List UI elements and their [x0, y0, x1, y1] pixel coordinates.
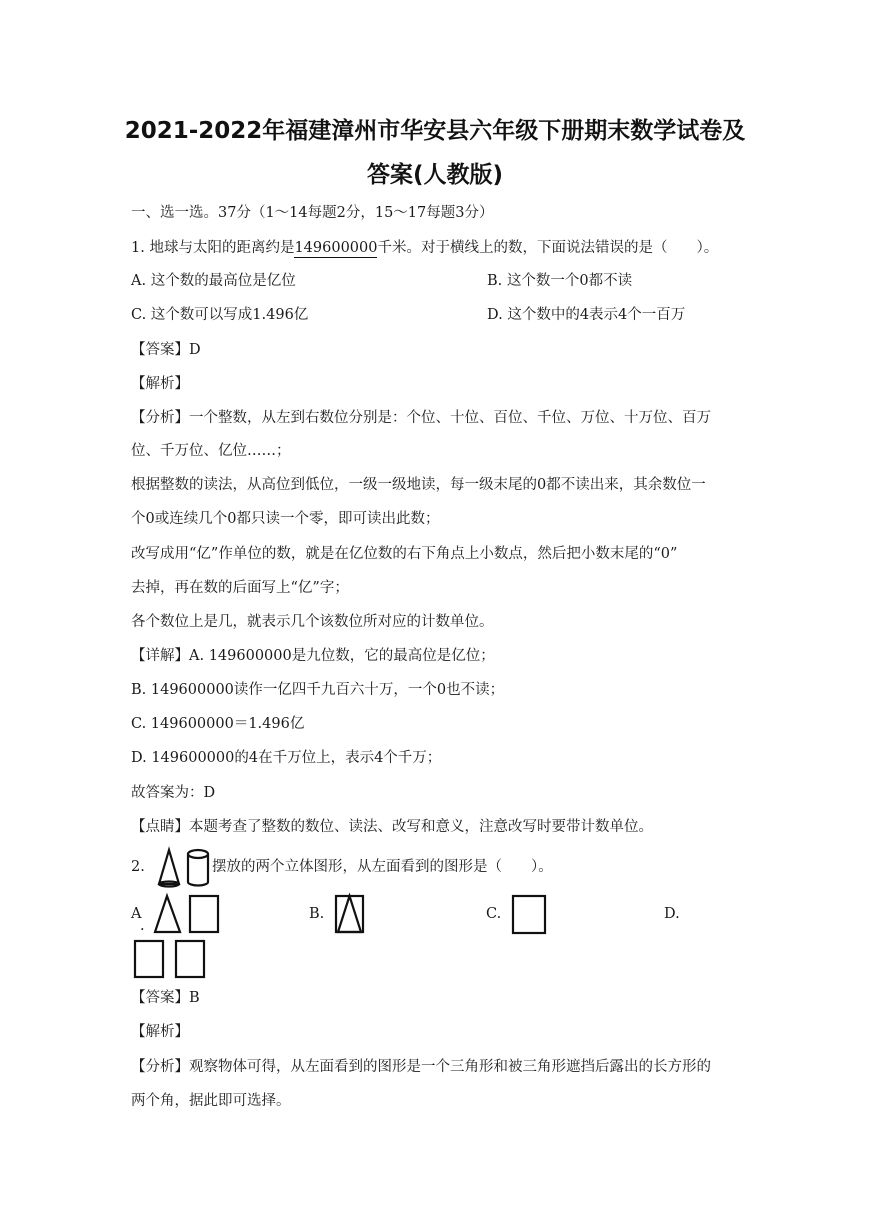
q1-option-d: D. 这个数中的4表示4个一百万 — [487, 307, 686, 323]
q1-stem-underlined-number: 149600000 — [294, 240, 378, 256]
q2-option-d-figure — [132, 938, 208, 980]
q2-label-d: D. — [664, 906, 680, 922]
q2-label-c: C. — [486, 906, 502, 922]
q2-solids-figure — [157, 848, 211, 888]
q2-number: 2. — [131, 859, 145, 875]
q2-option-a-figure — [152, 893, 224, 935]
rectangle-shape-right — [176, 941, 204, 977]
q1-fenxi-line-6: 去掉，再在数的后面写上“亿”字； — [131, 580, 349, 596]
q2-label-a: A — [131, 906, 142, 922]
q1-detail-line-4: D. 149600000的4在千万位上，表示4个千万； — [131, 750, 442, 766]
rectangle-shape — [190, 896, 218, 932]
rectangle-shape-left — [135, 941, 163, 977]
q1-analysis-label: 【解析】 — [131, 376, 189, 392]
q2-label-a-dot: . — [140, 918, 145, 934]
q1-option-a: A. 这个数的最高位是亿位 — [131, 273, 296, 289]
q1-comment: 【点睛】本题考查了整数的数位、读法、改写和意义，注意改写时要带计数单位。 — [131, 819, 653, 835]
q1-stem-after: 千米。对于横线上的数，下面说法错误的是（ ）。 — [377, 240, 719, 256]
q2-fenxi-line-1: 【分析】观察物体可得，从左面看到的图形是一个三角形和被三角形遮挡后露出的长方形的 — [131, 1059, 711, 1075]
triangle-shape — [338, 896, 361, 932]
cone-shape — [159, 850, 179, 884]
q2-option-b-figure — [333, 893, 367, 935]
triangle-shape — [155, 896, 180, 932]
q2-stem: 摆放的两个立体图形，从左面看到的图形是（ ）。 — [212, 859, 553, 875]
section-heading: 一、选一选。37分（1～14每题2分，15～17每题3分） — [131, 205, 494, 221]
q1-detail-line-3: C. 149600000＝1.496亿 — [131, 716, 305, 732]
q1-fenxi-line-4: 个0或连续几个0都只读一个零，即可读出此数； — [131, 511, 440, 527]
q1-stem-before: 1. 地球与太阳的距离约是 — [131, 240, 295, 256]
q1-fenxi-line-2: 位、千万位、亿位……； — [131, 443, 291, 459]
q2-option-c-figure — [510, 893, 550, 935]
rectangle-shape — [513, 896, 545, 933]
q1-conclusion: 故答案为：D — [131, 785, 216, 801]
q2-fenxi-line-2: 两个角，据此即可选择。 — [131, 1093, 291, 1109]
q1-detail-line-2: B. 149600000读作一亿四千九百六十万，一个0也不读； — [131, 682, 505, 698]
document-title-line-2: 答案(人教版) — [366, 162, 504, 188]
cylinder-top — [188, 850, 208, 858]
q2-answer: 【答案】B — [131, 990, 200, 1006]
q1-option-b: B. 这个数一个0都不读 — [487, 273, 633, 289]
document-title-line-1: 2021-2022年福建漳州市华安县六年级下册期末数学试卷及 — [124, 118, 746, 144]
q1-answer: 【答案】D — [131, 342, 201, 358]
q1-option-c: C. 这个数可以写成1.496亿 — [131, 307, 309, 323]
q1-fenxi-line-7: 各个数位上是几，就表示几个该数位所对应的计数单位。 — [131, 614, 494, 630]
q2-label-b: B. — [309, 906, 325, 922]
q1-stem — [131, 238, 741, 258]
q1-detail-line-1: 【详解】A. 149600000是九位数，它的最高位是亿位； — [131, 648, 495, 664]
q1-fenxi-line-1: 【分析】一个整数，从左到右数位分别是：个位、十位、百位、千位、万位、十万位、百万 — [131, 410, 711, 426]
q2-analysis-label: 【解析】 — [131, 1024, 189, 1040]
cylinder-bottom — [188, 882, 208, 885]
q1-fenxi-line-5: 改写成用“亿”作单位的数，就是在亿位数的右下角点上小数点，然后把小数末尾的“0” — [131, 546, 678, 562]
q1-fenxi-line-3: 根据整数的读法，从高位到低位，一级一级地读，每一级末尾的0都不读出来，其余数位一 — [131, 477, 706, 493]
